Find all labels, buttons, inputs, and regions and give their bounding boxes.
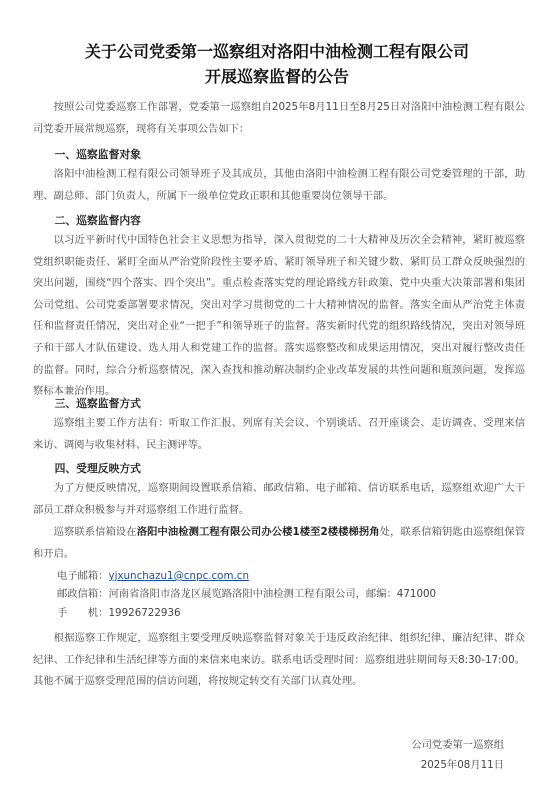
phone-number: 19926722936	[108, 607, 181, 619]
title-line-2: 开展巡察监督的公告	[204, 67, 349, 86]
postal-label: 邮政信箱：	[57, 588, 109, 600]
title-line-1: 关于公司党委第一巡察组对洛阳中油检测工程有限公司	[84, 42, 469, 61]
signature-date: 2025年08月11日	[420, 759, 504, 771]
signature-org: 公司党委第一巡察组	[411, 739, 504, 751]
mailbox-location: 洛阳中油检测工程有限公司办公楼1楼至2楼楼梯拐角	[136, 526, 380, 538]
closing-paragraph: 根据巡察工作规定，巡察组主要受理反映巡察监督对象关于违反政治纪律、组织纪律、廉洁纪律、群众纪律、工作纪律和生活纪律等方面的来信来电来访。联系电话受理时间：巡察组进驻期间每天8:30-17:00。其他不属于巡察受理范围的信访问题，将按规定转交有关部门认真处理。	[33, 632, 525, 688]
section-3-body: 巡察组主要工作方法有：听取工作汇报、列席有关会议、个别谈话、召开座谈会、走访调查、受理来信来访、调阅与收集材料、民主测评等。	[33, 417, 525, 451]
email-row	[57, 568, 527, 584]
section-1-heading: 一、巡察监督对象	[54, 148, 141, 161]
phone-row	[57, 605, 527, 621]
section-2-heading: 二、巡察监督内容	[54, 214, 141, 227]
mailbox-prefix: 巡察联系信箱设在	[53, 526, 137, 538]
section-2-body: 以习近平新时代中国特色社会主义思想为指导，深入贯彻党的二十大精神及历次全会精神，紧盯被巡察党组织职能责任、紧盯全面从严治党阶段性主要矛盾、紧盯领导班子和关键少数、紧盯员工群众反映强烈的突出问题，围绕“四个落实、四个突出”。重点检查落实党的理论路线方针政策、党中央重大决策部署和集团公司党组、公司党委部署要求情况，突出对学习贯彻党的二十大精神情况的监督。落实全面从严治党主体责任和监督责任情况，突出对企业“一把手”和领导班子的监督。落实新时代党的组织路线情况，突出对领导班子和干部人才队伍建设、选人用人和党建工作的监督。落实巡察整改和成果运用情况，突出对履行整改责任的监督。同时，综合分析巡察情况，深入查找和推动解决制约企业改革发展的共性问题和瓶颈问题，发挥巡察标本兼治作用。	[33, 234, 525, 398]
email-label: 电子邮箱：	[57, 570, 109, 582]
phone-label: 手 机：	[57, 607, 109, 619]
intro-paragraph: 按照公司党委巡察工作部署，党委第一巡察组自2025年8月11日至8月25日对洛阳中油检测工程有限公司党委开展常规巡察，现将有关事项公告如下：	[33, 101, 525, 135]
section-4-body: 为了方便反映情况，巡察期间设置联系信箱、邮政信箱、电子邮箱、信访联系电话，巡察组欢迎广大干部员工群众积极参与并对巡察组工作进行监督。	[33, 482, 525, 516]
section-1-body: 洛阳中油检测工程有限公司领导班子及其成员，其他由洛阳中油检测工程有限公司党委管理的干部，助理、副总师、部门负责人，所属下一级单位党政正职和其他重要岗位领导干部。	[33, 168, 525, 202]
section-3-heading: 三、巡察监督方式	[54, 397, 141, 410]
postal-address: 河南省洛阳市洛龙区展览路洛阳中油检测工程有限公司，邮编：471000	[108, 588, 437, 600]
mailbox-suffix: 处，联系信箱钥匙由巡察组保管和开启。	[33, 526, 525, 560]
section-4-heading: 四、受理反映方式	[54, 462, 141, 475]
email-link[interactable]: yjxunchazu1@cnpc.com.cn	[108, 570, 249, 582]
mailbox-paragraph	[33, 522, 525, 565]
postal-row	[57, 586, 527, 602]
